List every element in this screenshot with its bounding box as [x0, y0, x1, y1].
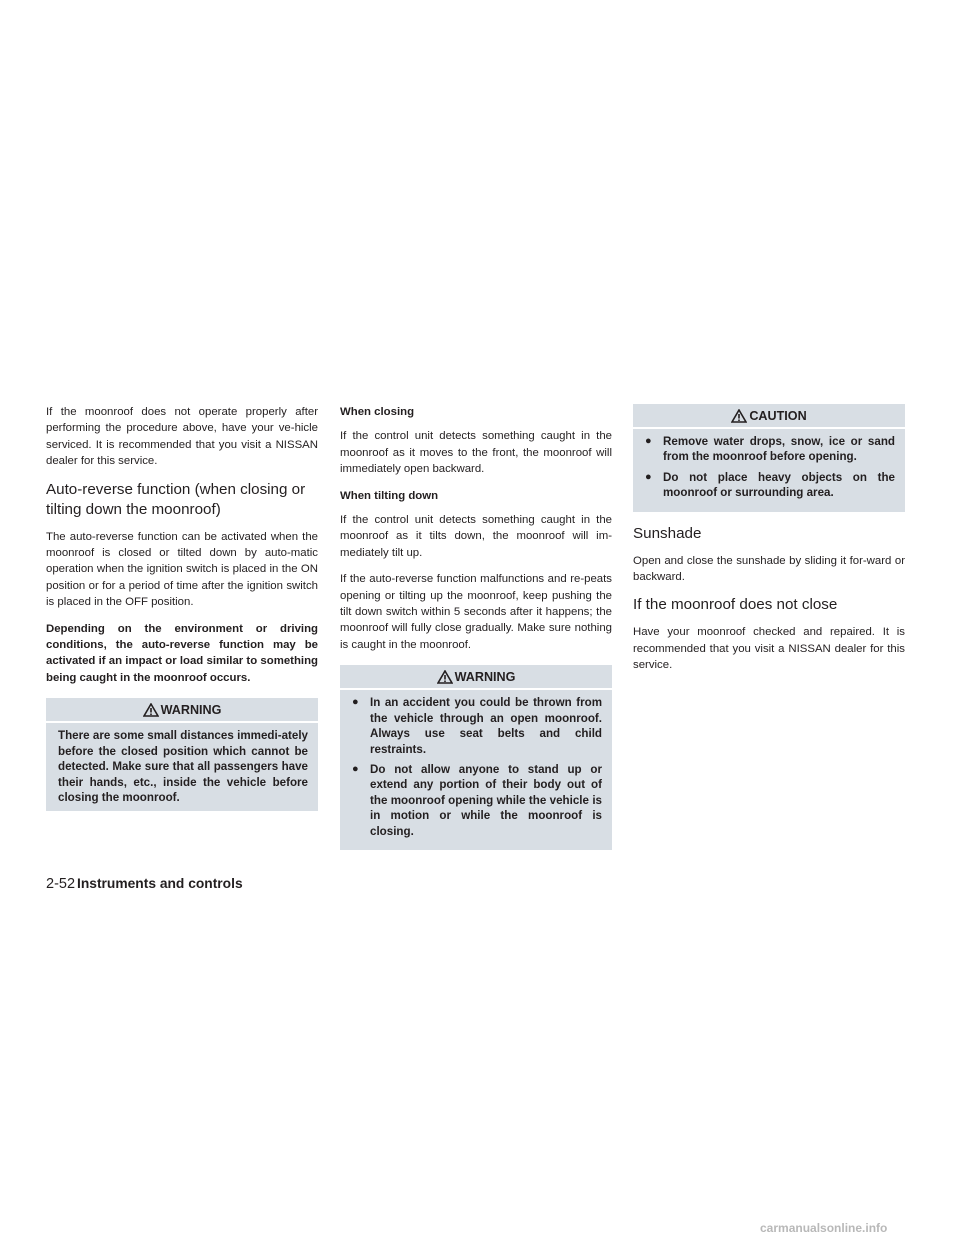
- when-tilting-paragraph: If the control unit detects something caught in the moonroof as it tilts down, the moonroof will im-mediately tilt up.: [340, 514, 612, 559]
- list-item: ● Do not allow anyone to stand up or extend any portion of their body out of the moonroof opening while the vehicle is in motion or while the moonroof is closing.: [352, 762, 602, 839]
- list-item: ● Do not place heavy objects on the moonroof or surrounding area.: [645, 470, 895, 501]
- section-title: Instruments and controls: [77, 876, 243, 891]
- caution-list: [645, 434, 895, 501]
- when-closing-heading: When closing: [340, 406, 415, 418]
- intro-paragraph: If the moonroof does not operate properly after performing the procedure above, have your ve-hicle serviced. It is recommended that you visit a NISSAN dealer for this service.: [46, 406, 318, 468]
- sunshade-heading: Sunshade: [633, 524, 702, 542]
- auto-reverse-heading: Auto-reverse function (when closing or tilting down the moonroof): [46, 480, 306, 518]
- auto-reverse-note: Depending on the environment or driving conditions, the auto-reverse function may be activated if an impact or load similar to something being caught in the moonroof occurs.: [46, 622, 318, 684]
- warning-triangle-icon: [143, 703, 159, 717]
- column-1: [46, 404, 318, 823]
- warning-box-2: [340, 665, 612, 850]
- sunshade-paragraph: Open and close the sunshade by sliding it for-ward or backward.: [633, 554, 905, 584]
- column-2: [340, 404, 612, 862]
- warning-title: WARNING: [160, 703, 222, 718]
- warning-list: [352, 695, 602, 839]
- warning-box-1: [46, 698, 318, 811]
- warning-triangle-icon: [731, 409, 747, 423]
- column-3: [633, 404, 905, 684]
- caution-box: [633, 404, 905, 512]
- when-closing-paragraph: If the control unit detects something caught in the moonroof as it moves to the front, the moonroof will immediately open backward.: [340, 430, 612, 476]
- not-close-heading: If the moonroof does not close: [633, 596, 838, 614]
- not-close-paragraph: Have your moonroof checked and repaired. It is recommended that you visit a NISSAN dealer for this service.: [633, 626, 905, 672]
- watermark: carmanualsonline.info: [760, 1221, 888, 1235]
- warning-triangle-icon: [437, 670, 453, 684]
- malfunction-paragraph: If the auto-reverse function malfunctions and re-peats opening or tilting up the moonroof, keep pushing the tilt down switch within 5 seconds after it happens; the moonroof will fully close gradually. Make sure nothing is caught in the moonroof.: [340, 573, 612, 651]
- page-number: 2-52: [46, 876, 76, 892]
- page-footer: [46, 876, 243, 892]
- when-tilting-heading: When tilting down: [340, 489, 439, 502]
- auto-reverse-paragraph: The auto-reverse function can be activated when the moonroof is closed or tilted down by auto-matic operation when the ignition switch is placed in the ON position or for a period of time after the ignition switch is placed in the OFF position.: [46, 530, 318, 609]
- warning-text: There are some small distances immedi-ately before the closed position which cannot be detected. Make sure that all passengers have their hands, etc., inside the vehicle before closing the moonroof.: [58, 729, 308, 804]
- warning-title: WARNING: [454, 670, 516, 685]
- list-item: ● In an accident you could be thrown from the vehicle through an open moonroof. Always use seat belts and child restraints.: [352, 695, 602, 757]
- list-item: ● Remove water drops, snow, ice or sand from the moonroof before opening.: [645, 434, 895, 465]
- caution-title: CAUTION: [749, 409, 807, 423]
